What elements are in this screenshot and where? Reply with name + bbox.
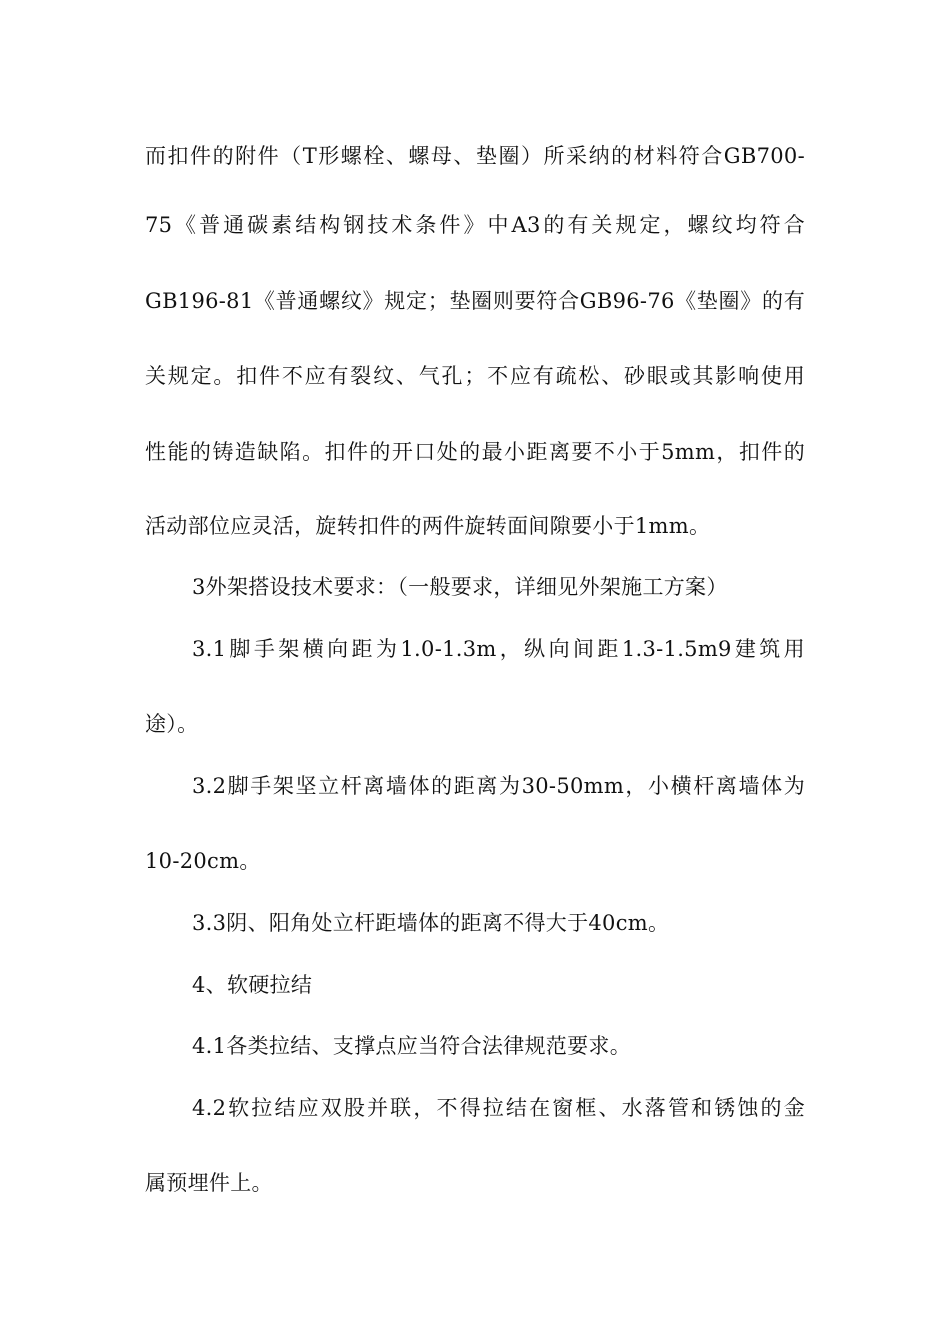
paragraph-line: 4.1各类拉结、支撑点应当符合法律规范要求。 xyxy=(192,1034,631,1058)
paragraph-line: 活动部位应灵活，旋转扣件的两件旋转面间隙要小于1mm。 xyxy=(145,514,711,538)
paragraph-line: 属预埋件上。 xyxy=(145,1171,273,1195)
paragraph-line: 3.3阴、阳角处立杆距墙体的距离不得大于40cm。 xyxy=(192,911,670,935)
section-heading: 4、软硬拉结 xyxy=(192,973,313,997)
paragraph-line: 3.1脚手架横向距为1.0-1.3m，纵向间距1.3-1.5m9建筑用 xyxy=(192,637,805,661)
paragraph-line: 4.2软拉结应双股并联，不得拉结在窗框、水落管和锈蚀的金 xyxy=(192,1096,805,1120)
paragraph-line: 75《普通碳素结构钢技术条件》中A3的有关规定，螺纹均符合 xyxy=(145,213,805,237)
section-heading: 3外架搭设技术要求：（一般要求，详细见外架施工方案） xyxy=(192,575,728,599)
paragraph-line: 途）。 xyxy=(145,712,199,736)
paragraph-line: 性能的铸造缺陷。扣件的开口处的最小距离要不小于5mm，扣件的 xyxy=(145,440,805,464)
paragraph-line: 而扣件的附件（T形螺栓、螺母、垫圈）所采纳的材料符合GB700- xyxy=(145,144,805,168)
paragraph-line: 10-20cm。 xyxy=(145,849,261,873)
paragraph-line: GB196-81《普通螺纹》规定；垫圈则要符合GB96-76《垫圈》的有 xyxy=(145,289,805,313)
paragraph-line: 3.2脚手架坚立杆离墙体的距离为30-50mm，小横杆离墙体为 xyxy=(192,774,805,798)
paragraph-line: 关规定。扣件不应有裂纹、气孔；不应有疏松、砂眼或其影响使用 xyxy=(145,364,805,388)
